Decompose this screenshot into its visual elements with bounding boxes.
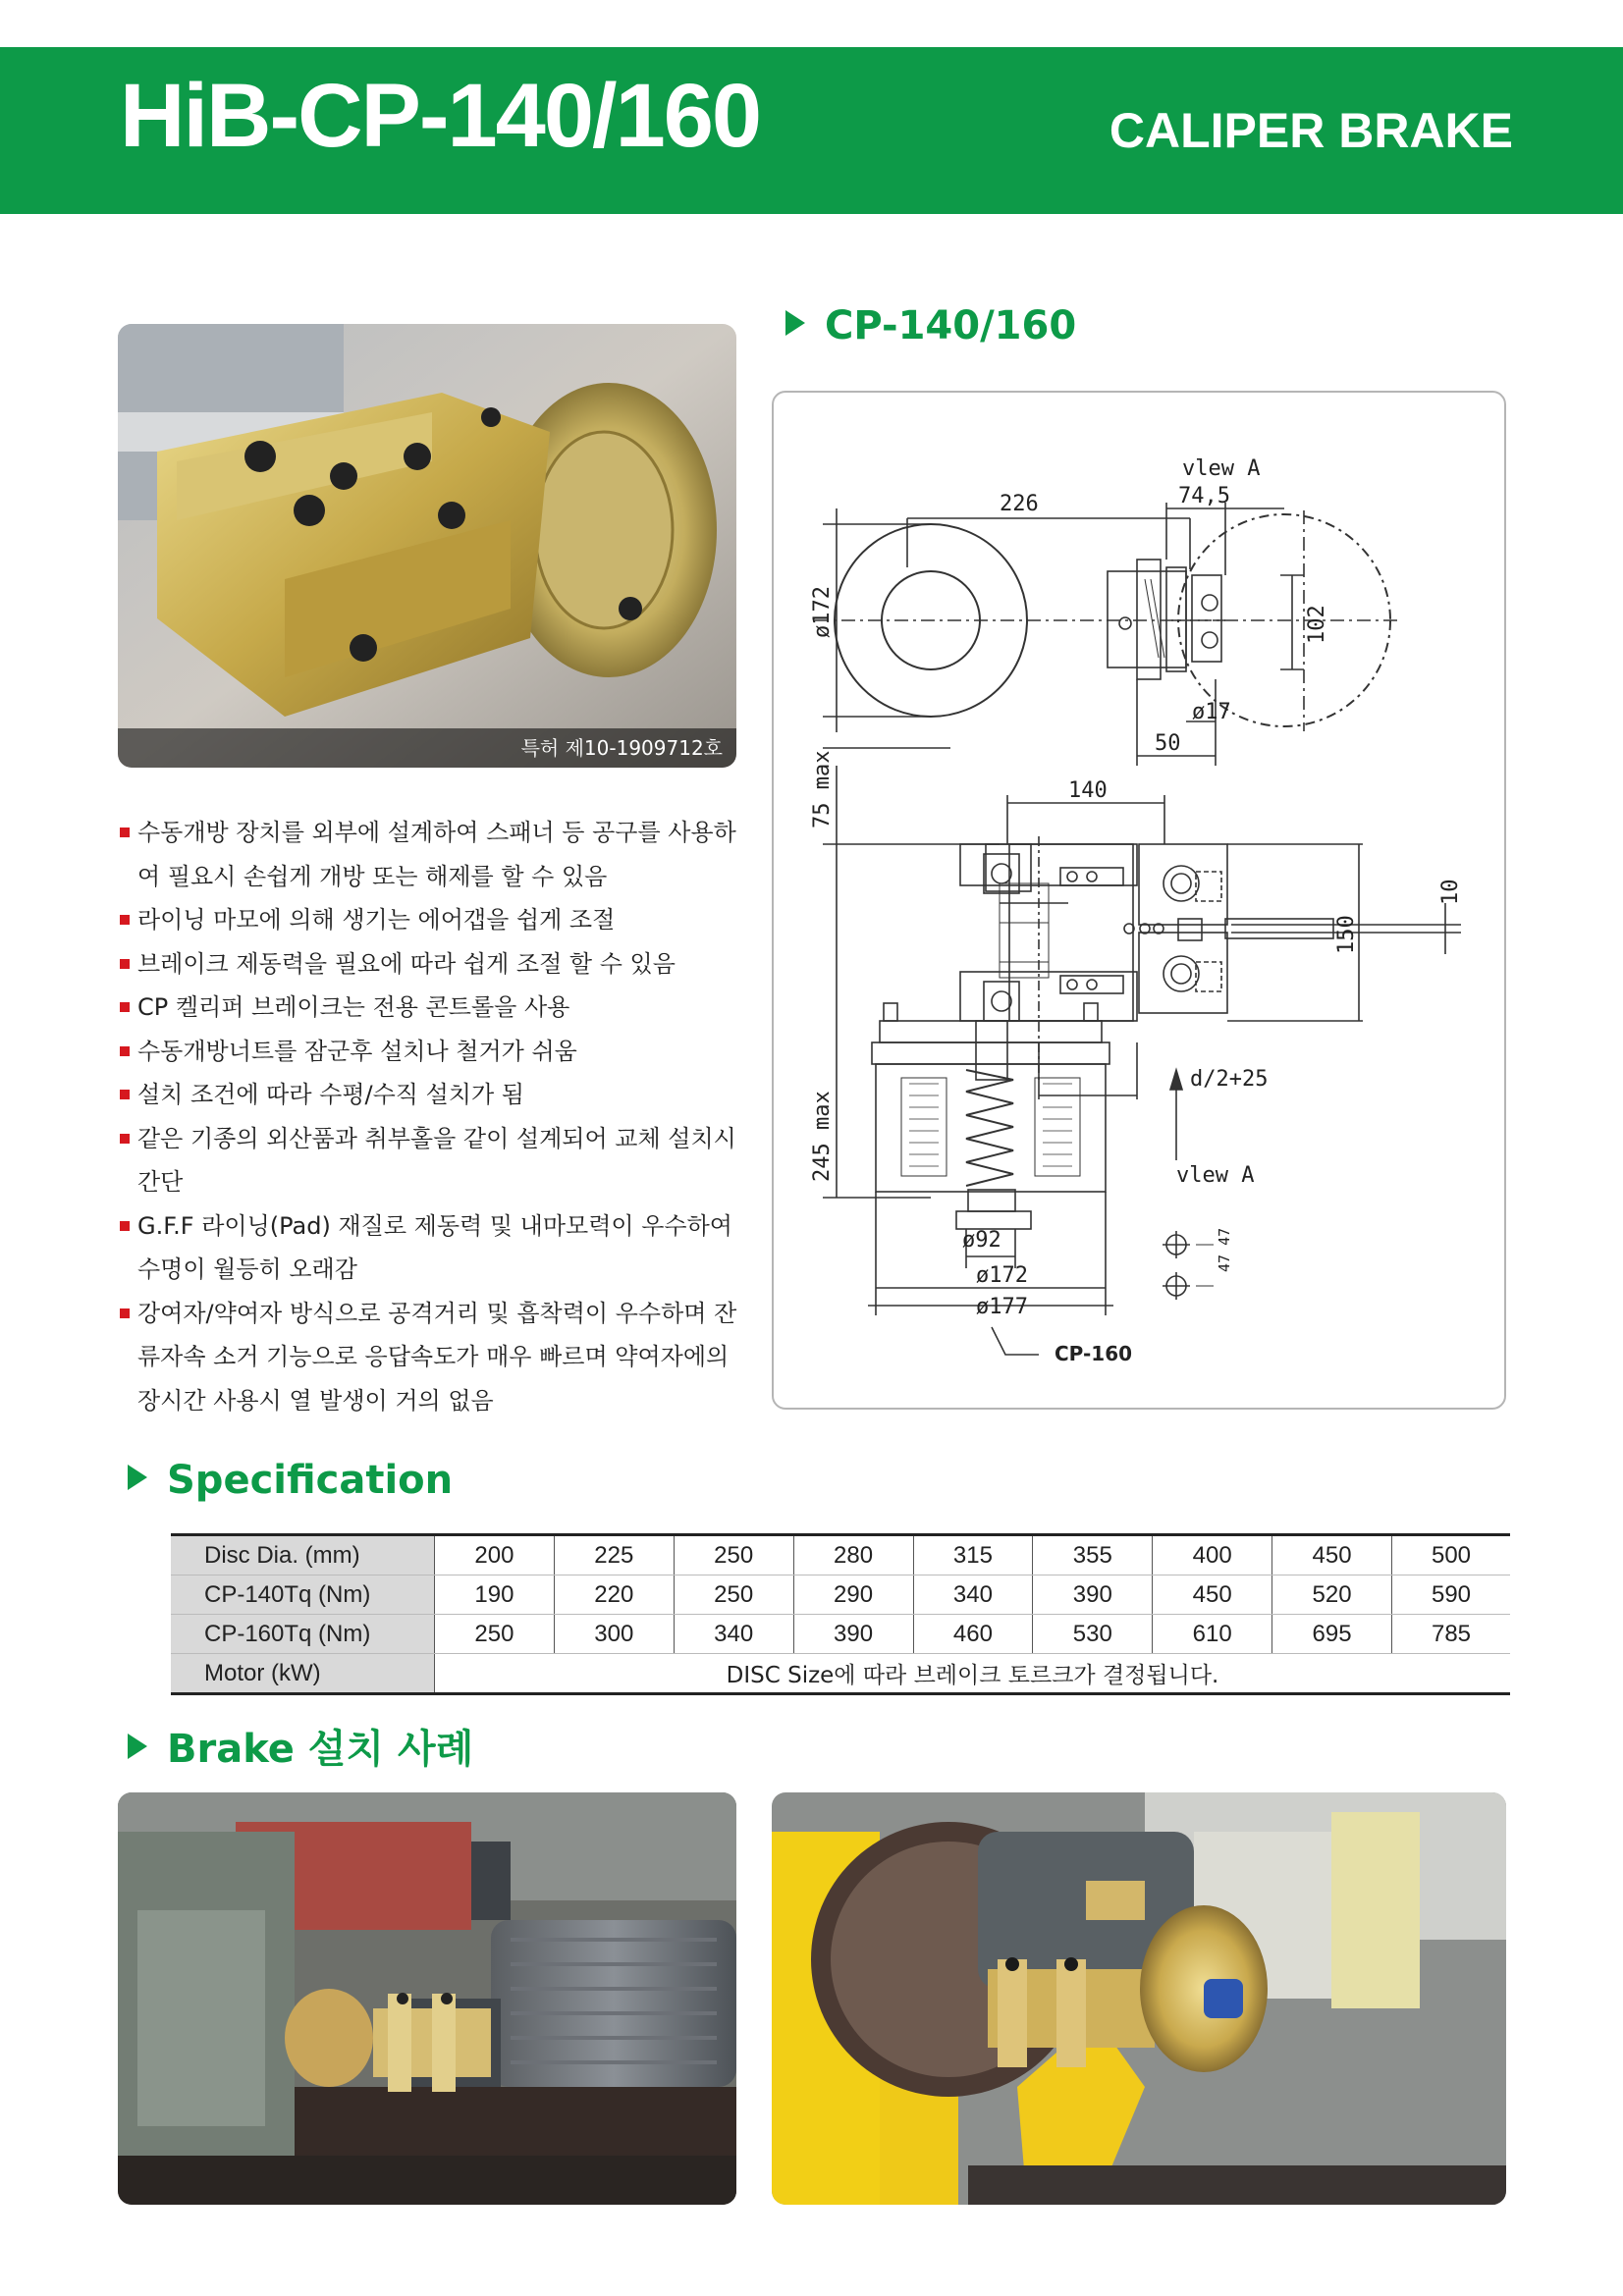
table-row xyxy=(171,1535,1510,1575)
drawing-label: 75 max xyxy=(810,750,835,828)
table-cell: 590 xyxy=(1392,1575,1511,1615)
table-cell: 500 xyxy=(1392,1535,1511,1575)
feature-item: 브레이크 제동력을 필요에 따라 쉽게 조절 할 수 있음 xyxy=(118,942,746,987)
drawing-label: ø92 xyxy=(962,1228,1001,1253)
table-cell: 400 xyxy=(1153,1535,1272,1575)
drawing-label: ø172 xyxy=(976,1263,1028,1288)
drawing-label: 226 xyxy=(1000,492,1039,516)
row-header: CP-160Tq (Nm) xyxy=(171,1615,435,1654)
table-cell: 390 xyxy=(1033,1575,1153,1615)
installation-photo xyxy=(772,1792,1506,2205)
drawing-label: vlew A xyxy=(1176,1163,1255,1188)
drawing-label: 10 xyxy=(1438,879,1463,905)
row-header: Disc Dia. (mm) xyxy=(171,1535,435,1575)
table-cell: 530 xyxy=(1033,1615,1153,1654)
drawing-label: 74,5 xyxy=(1178,484,1230,508)
spec-table xyxy=(171,1533,1510,1695)
table-cell: 450 xyxy=(1272,1535,1392,1575)
drawing-label: d/2+25 xyxy=(1190,1067,1269,1092)
drawing-label: ø172 xyxy=(810,586,835,638)
table-cell: 460 xyxy=(913,1615,1033,1654)
table-row xyxy=(171,1654,1510,1694)
drawing-label: 140 xyxy=(1068,778,1108,803)
table-cell: 450 xyxy=(1153,1575,1272,1615)
feature-item: 라이닝 마모에 의해 생기는 에어갭을 쉽게 조절 xyxy=(118,898,746,942)
drawing-heading: CP-140/160 xyxy=(785,306,1076,346)
table-cell: 695 xyxy=(1272,1615,1392,1654)
table-row xyxy=(171,1575,1510,1615)
table-cell: 190 xyxy=(435,1575,555,1615)
row-header: CP-140Tq (Nm) xyxy=(171,1575,435,1615)
drawing-label: 50 xyxy=(1155,731,1181,756)
feature-item: 강여자/약여자 방식으로 공격거리 및 흡착력이 우수하며 잔류자속 소거 기능으로 응답속도가 매우 빠르며 약여자에의 장시간 사용시 열 발생이 거의 없음 xyxy=(118,1292,746,1423)
table-cell: 520 xyxy=(1272,1575,1392,1615)
spec-heading: Specification xyxy=(128,1461,453,1500)
table-cell: 340 xyxy=(913,1575,1033,1615)
installation-photo xyxy=(118,1792,736,2205)
table-cell: 355 xyxy=(1033,1535,1153,1575)
table-row xyxy=(171,1615,1510,1654)
drawing-label: 150 xyxy=(1334,915,1359,954)
table-cell: 340 xyxy=(674,1615,793,1654)
table-cell: 250 xyxy=(674,1535,793,1575)
product-photo xyxy=(118,324,736,768)
table-cell: 280 xyxy=(793,1535,913,1575)
product-subtitle: CALIPER BRAKE xyxy=(1109,103,1513,158)
feature-item: 같은 기종의 외산품과 취부홀을 같이 설계되어 교체 설치시 간단 xyxy=(118,1117,746,1204)
drawing-label: 47 47 xyxy=(1216,1227,1233,1272)
table-cell: 785 xyxy=(1392,1615,1511,1654)
drawing-label: 245 max xyxy=(810,1091,835,1182)
table-cell: 225 xyxy=(554,1535,674,1575)
triangle-bullet-icon xyxy=(785,310,805,336)
triangle-bullet-icon xyxy=(128,1734,147,1759)
patent-caption: 특허 제10-1909712호 xyxy=(118,728,736,768)
table-cell: 610 xyxy=(1153,1615,1272,1654)
table-cell: 200 xyxy=(435,1535,555,1575)
table-cell: 220 xyxy=(554,1575,674,1615)
table-cell: 300 xyxy=(554,1615,674,1654)
row-header: Motor (kW) xyxy=(171,1654,435,1694)
technical-drawing-frame xyxy=(772,391,1506,1410)
feature-list xyxy=(118,811,746,1422)
drawing-label: CP-160 xyxy=(1055,1342,1133,1365)
drawing-label: ø177 xyxy=(976,1295,1028,1319)
installation-heading: Brake 설치 사례 xyxy=(128,1730,473,1769)
feature-item: CP 켈리퍼 브레이크는 전용 콘트롤을 사용 xyxy=(118,986,746,1030)
triangle-bullet-icon xyxy=(128,1465,147,1490)
motor-note: DISC Size에 따라 브레이크 토르크가 결정됩니다. xyxy=(435,1654,1511,1694)
feature-item: 수동개방 장치를 외부에 설계하여 스패너 등 공구를 사용하여 필요시 손쉽게 개방 또는 해제를 할 수 있음 xyxy=(118,811,746,898)
feature-item: 설치 조건에 따라 수평/수직 설치가 됨 xyxy=(118,1073,746,1117)
table-cell: 290 xyxy=(793,1575,913,1615)
table-cell: 250 xyxy=(435,1615,555,1654)
feature-item: 수동개방너트를 잠군후 설치나 철거가 쉬움 xyxy=(118,1030,746,1074)
table-cell: 390 xyxy=(793,1615,913,1654)
product-title: HiB-CP-140/160 xyxy=(120,66,761,166)
table-cell: 315 xyxy=(913,1535,1033,1575)
drawing-label: 102 xyxy=(1305,605,1329,644)
table-cell: 250 xyxy=(674,1575,793,1615)
drawing-label: ø17 xyxy=(1192,700,1231,724)
drawing-label: vlew A xyxy=(1182,456,1261,481)
feature-item: G.F.F 라이닝(Pad) 재질로 제동력 및 내마모력이 우수하여 수명이 월등히 오래감 xyxy=(118,1204,746,1292)
